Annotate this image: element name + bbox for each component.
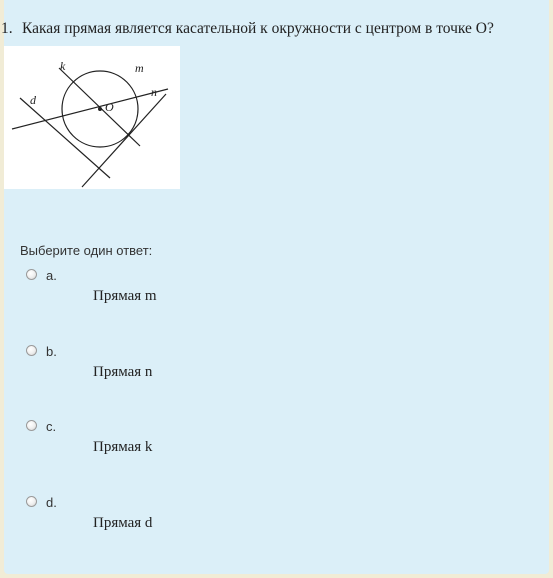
line-d [20, 98, 110, 178]
answer-text-c[interactable]: Прямая k [93, 439, 153, 455]
label-m: m [135, 61, 144, 75]
answer-letter-b: b. [46, 344, 57, 359]
label-k: k [60, 59, 66, 73]
radio-button-b[interactable] [26, 345, 37, 356]
center-point [98, 107, 102, 111]
geometry-figure [4, 46, 180, 189]
answer-text-a[interactable]: Прямая m [93, 288, 157, 304]
radio-button-c[interactable] [26, 420, 37, 431]
label-n: n [151, 85, 157, 99]
answer-letter-a: a. [46, 268, 57, 283]
answer-option-b[interactable] [26, 344, 326, 394]
radio-button-d[interactable] [26, 496, 37, 507]
answer-letter-d: d. [46, 495, 57, 510]
question-text: Какая прямая является касательной к окружности с центром в точке О? [22, 20, 494, 37]
question-panel [1, 0, 549, 574]
radio-button-a[interactable] [26, 269, 37, 280]
label-center-o: O [105, 100, 114, 114]
answer-option-d[interactable] [26, 495, 326, 545]
label-d: d [30, 93, 36, 107]
question-number: 1. [1, 20, 13, 37]
tangent-lines-diagram [4, 46, 180, 189]
answer-prompt: Выберите один ответ: [20, 243, 153, 258]
answer-text-b[interactable]: Прямая n [93, 364, 153, 380]
answer-option-c[interactable] [26, 419, 326, 469]
answer-letter-c: c. [46, 419, 57, 434]
answer-option-a[interactable] [26, 268, 326, 318]
answer-text-d[interactable]: Прямая d [93, 515, 153, 531]
